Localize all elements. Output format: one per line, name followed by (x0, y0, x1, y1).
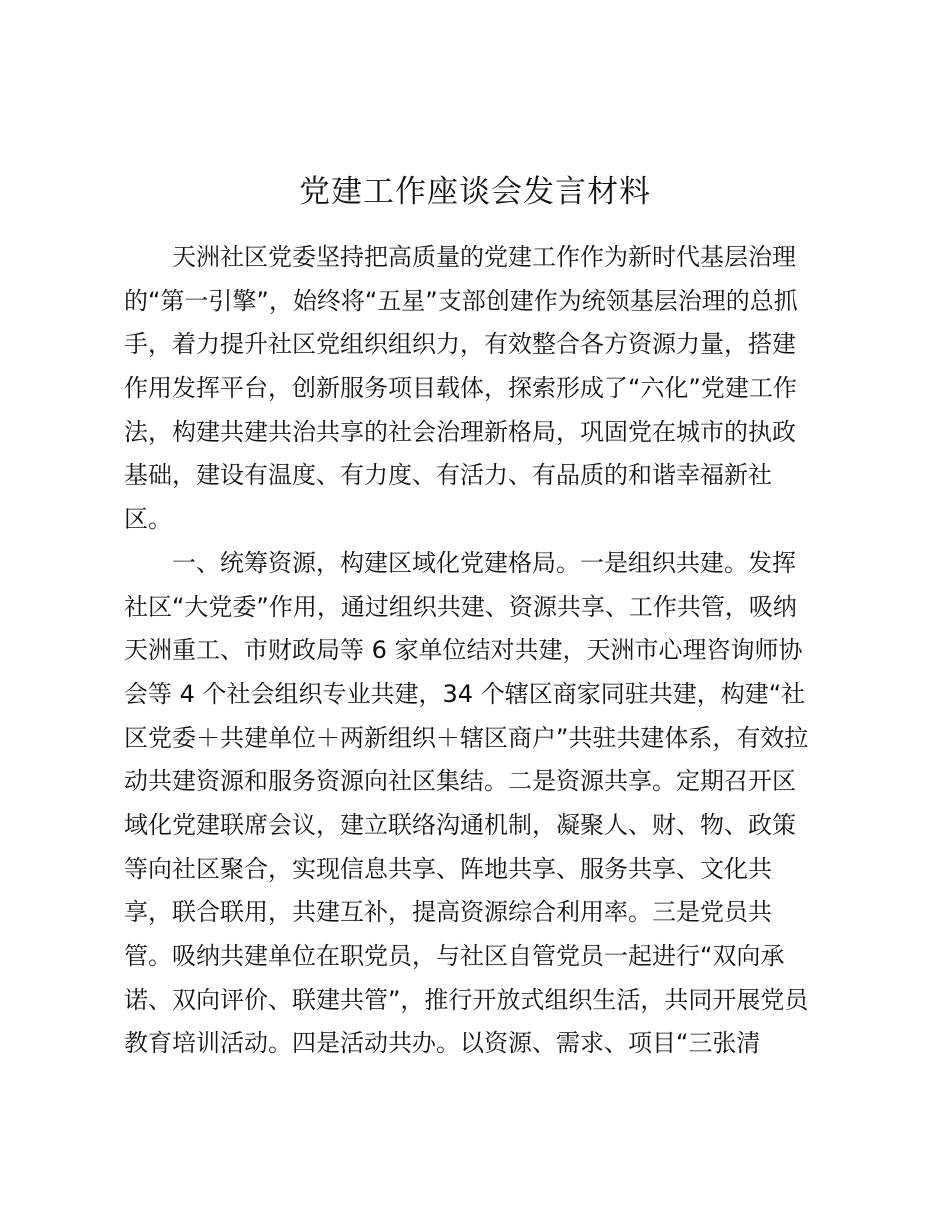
body-line: 法，构建共建共治共享的社会治理新格局，巩固党在城市的执政 (124, 417, 796, 446)
document-title: 党建工作座谈会发言材料 (299, 174, 651, 210)
body-line: 作用发挥平台，创新服务项目载体，探索形成了“六化”党建工作 (124, 374, 797, 403)
body-line: 域化党建联席会议，建立联络沟通机制，凝聚人、财、物、政策 (124, 810, 796, 839)
body-line: 动共建资源和服务资源向社区集结。二是资源共享。定期召开区 (124, 767, 796, 796)
body-line: 区党委＋共建单位＋两新组织＋辖区商户”共驻共建体系，有效拉 (124, 723, 809, 752)
body-line: 基础，建设有温度、有力度、有活力、有品质的和谐幸福新社 (124, 461, 772, 490)
body-line: 享，联合联用，共建互补，提高资源综合利用率。三是党员共 (124, 898, 772, 927)
body-line: 诺、双向评价、联建共管”，推行开放式组织生活，共同开展党员 (124, 985, 809, 1014)
body-line: 一、统筹资源，构建区域化党建格局。一是组织共建。发挥 (172, 548, 796, 577)
document-body (124, 236, 834, 1066)
body-line: 天洲社区党委坚持把高质量的党建工作作为新时代基层治理 (172, 243, 796, 271)
body-line: 管。吸纳共建单位在职党员，与社区自管党员一起进行“双向承 (124, 942, 785, 970)
body-line: 社区“大党委”作用，通过组织共建、资源共享、工作共管，吸纳 (124, 592, 797, 621)
body-line: 手，着力提升社区党组织组织力，有效整合各方资源力量，搭建 (124, 330, 796, 359)
body-line: 会等 4 个社会组织专业共建，34 个辖区商家同驻共建，构建“社 (124, 679, 806, 708)
body-line: 教育培训活动。四是活动共办。以资源、需求、项目“三张清 (124, 1029, 761, 1058)
body-line: 天洲重工、市财政局等 6 家单位结对共建，天洲市心理咨询师协 (124, 636, 803, 665)
body-line: 的“第一引擎”，始终将“五星”支部创建作为统领基层治理的总抓 (124, 286, 798, 315)
body-line: 等向社区聚合，实现信息共享、阵地共享、服务共享、文化共 (124, 854, 772, 883)
body-line: 区。 (124, 505, 172, 534)
